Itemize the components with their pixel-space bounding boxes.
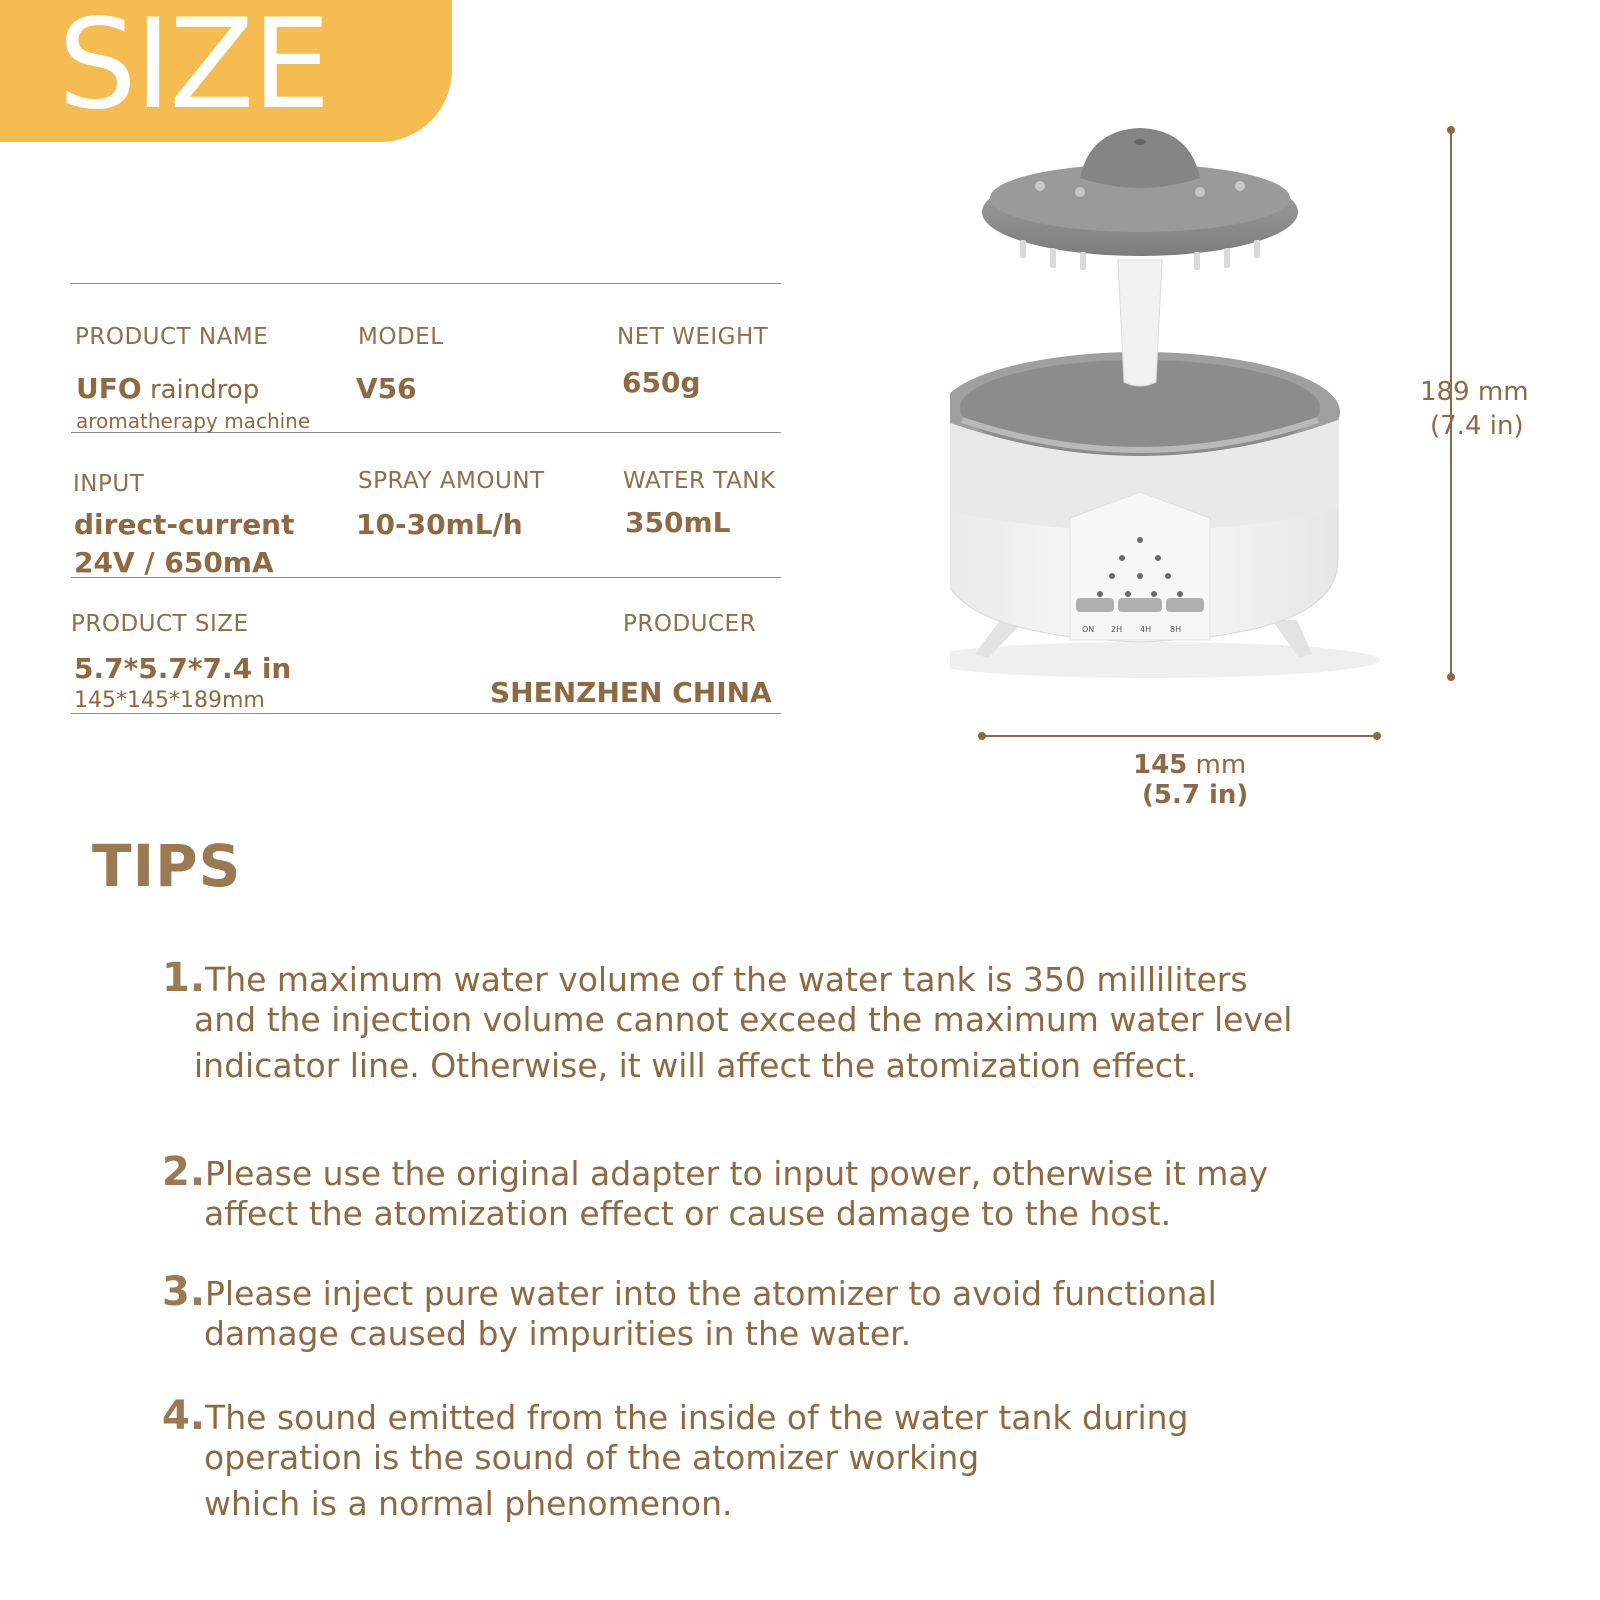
- product-name-rest: raindrop: [149, 375, 260, 405]
- spray-amount-label: SPRAY AMOUNT: [358, 468, 545, 494]
- input-label: INPUT: [73, 471, 145, 497]
- tip-4-line-1: The sound emitted from the inside of the water tank during: [205, 1398, 1189, 1437]
- product-name-sub: aromatherapy machine: [76, 409, 311, 433]
- product-size-sub: 145*145*189mm: [74, 688, 265, 713]
- water-tank-value: 350mL: [625, 506, 731, 539]
- panel-label-on: ON: [1082, 625, 1095, 634]
- model-label: MODEL: [358, 324, 444, 350]
- table-rule-top: [71, 283, 781, 284]
- panel-label-4h: 4H: [1140, 625, 1152, 634]
- spray-amount-value: 10-30mL/h: [356, 508, 523, 541]
- product-name-label: PRODUCT NAME: [75, 324, 269, 350]
- input-value-line2: 24V / 650mA: [74, 546, 274, 579]
- tip-3-num: 3.: [162, 1269, 206, 1315]
- width-mm: [1133, 750, 1246, 780]
- width-dimension-line: [981, 735, 1378, 737]
- table-rule-3: [71, 713, 781, 714]
- product-name-value: [76, 372, 259, 405]
- banner-title: SIZE: [58, 0, 329, 137]
- product-name-bold: UFO: [76, 372, 142, 405]
- net-weight-value: 650g: [622, 366, 701, 399]
- panel-label-2h: 2H: [1111, 625, 1123, 634]
- height-dimension-dot-bottom: [1447, 673, 1455, 681]
- width-in: (5.7 in): [1142, 780, 1249, 810]
- panel-label-8h: 8H: [1170, 625, 1182, 634]
- size-banner: [0, 0, 452, 142]
- width-dimension-dot-left: [978, 732, 986, 740]
- tips-title: TIPS: [92, 832, 242, 900]
- water-tank-label: WATER TANK: [623, 468, 776, 494]
- tip-2-num: 2.: [162, 1149, 206, 1195]
- tip-3-line-2: damage caused by impurities in the water.: [204, 1314, 912, 1353]
- tip-1-num: 1.: [162, 955, 206, 1001]
- tip-2-line-1: Please use the original adapter to input power, otherwise it may: [205, 1154, 1269, 1193]
- tip-1-line-2: and the injection volume cannot exceed the maximum water level: [194, 1000, 1293, 1039]
- tip-3-line-1: Please inject pure water into the atomizer to avoid functional: [205, 1274, 1217, 1313]
- model-value: V56: [356, 372, 417, 405]
- tip-4-num: 4.: [162, 1393, 206, 1439]
- tip-1-line-3: indicator line. Otherwise, it will affect the atomization effect.: [194, 1046, 1197, 1085]
- width-dimension-dot-right: [1373, 732, 1381, 740]
- tip-1: [162, 955, 1293, 1086]
- product-size-value: 5.7*5.7*7.4 in: [74, 652, 292, 685]
- height-mm: 189 mm: [1420, 377, 1529, 407]
- tip-1-line-1: The maximum water volume of the water tank is 350 milliliters: [205, 960, 1248, 999]
- height-in: (7.4 in): [1430, 411, 1524, 441]
- input-value-line1: direct-current: [74, 508, 295, 541]
- tip-4: [162, 1393, 1189, 1524]
- width-mm-unit: mm: [1195, 750, 1247, 780]
- tip-4-line-2: operation is the sound of the atomizer working: [204, 1438, 980, 1477]
- producer-value: SHENZHEN CHINA: [490, 676, 772, 709]
- tip-2-line-2: affect the atomization effect or cause damage to the host.: [204, 1194, 1172, 1233]
- height-dimension-dot-top: [1447, 126, 1455, 134]
- tip-4-line-3: which is a normal phenomenon.: [204, 1484, 733, 1523]
- tip-3: [162, 1269, 1217, 1354]
- tip-2: [162, 1149, 1269, 1234]
- ufo-humidifier-illustration: [950, 120, 1510, 700]
- producer-label: PRODUCER: [623, 611, 757, 637]
- net-weight-label: NET WEIGHT: [617, 324, 769, 350]
- product-size-label: PRODUCT SIZE: [71, 611, 249, 637]
- width-mm-value: 145: [1133, 750, 1188, 780]
